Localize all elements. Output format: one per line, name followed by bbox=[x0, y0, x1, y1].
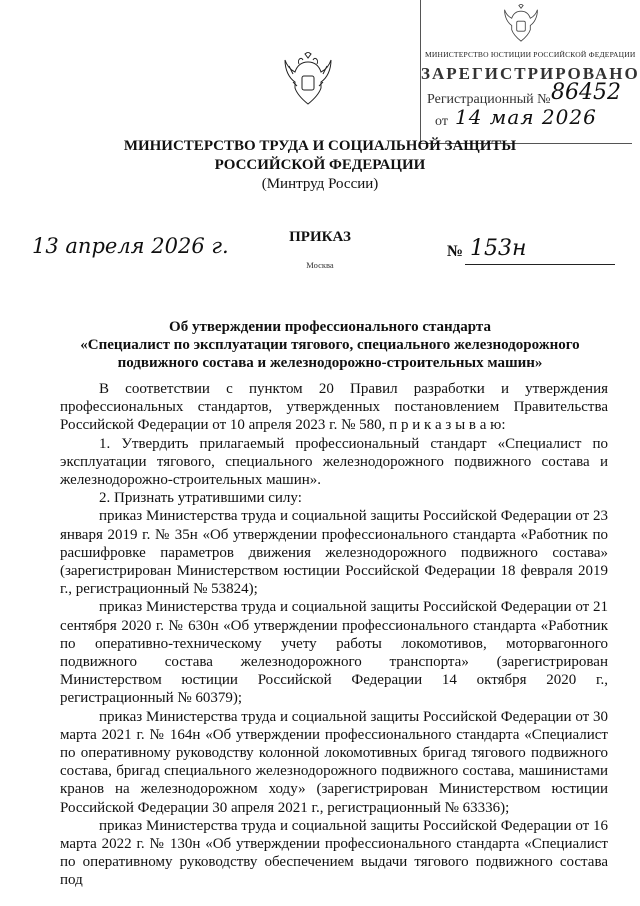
document-body bbox=[60, 380, 608, 890]
body-paragraph: 1. Утвердить прилагаемый профессиональный стандарт «Специалист по эксплуатации тягового, специального железнодорожного подвижного состава и железнодорожно-строительных машин». bbox=[60, 435, 608, 489]
order-title-line3: подвижного состава и железнодорожно-строительных машин» bbox=[117, 355, 543, 371]
order-title-line2: «Специалист по эксплуатации тягового, специального железнодорожного bbox=[80, 337, 580, 353]
number-label: № bbox=[447, 243, 464, 260]
body-paragraph: приказ Министерства труда и социальной защиты Российской Федерации от 16 марта 2022 г. № 130н «Об утверждении профессионального стандарта «Специалист по оперативному руководству обеспечением выдачи тягового подвижного состава под bbox=[60, 817, 608, 889]
body-paragraph: приказ Министерства труда и социальной защиты Российской Федерации от 30 марта 2021 г. № 164н «Об утверждении профессионального стандарта «Специалист по оперативному руководству колонной локомотивных бригад тягового подвижного состава, бригад специального железнодорожного подвижного состава, машинистами кранов на железнодорожном ходу» (зарегистрирован Министерством юстиции Российской Федерации 30 апреля 2021 г., регистрационный № 63336); bbox=[60, 708, 608, 816]
body-paragraph: приказ Министерства труда и социальной защиты Российской Федерации от 23 января 2019 г. № 35н «Об утверждении профессионального стандарта «Работник по расшифровке параметров движения железнодорожного подвижного состава» (зарегистрирован Министерством юстиции Российской Федерации 18 февраля 2019 г., регистрационный № 53824); bbox=[60, 508, 608, 598]
stamp-reg-number-label: Регистрационный № bbox=[427, 92, 551, 107]
stamp-date-prefix: от bbox=[435, 114, 448, 129]
ministry-title-line1: МИНИСТЕРСТВО ТРУДА И СОЦИАЛЬНОЙ ЗАЩИТЫ bbox=[123, 138, 517, 154]
state-emblem-icon bbox=[283, 52, 333, 108]
body-paragraph: В соответствии с пунктом 20 Правил разработки и утверждения профессиональных стандартов, утвержденных постановлением Правительства Российской Федерации от 10 апреля 2023 г. № 580, п р и к а з ы в а ю: bbox=[60, 381, 608, 434]
body-paragraph: приказ Министерства труда и социальной защиты Российской Федерации от 21 сентября 2020 г. № 630н «Об утверждении профессионального стандарта «Работник по оперативно-техническому учету работы локомотивов, моторвагонного подвижного состава железнодорожного транспорта» (зарегистрирован Министерством юстиции Российской Федерации 14 октября 2020 г., регистрационный № 60379); bbox=[60, 599, 608, 707]
city: Москва bbox=[306, 260, 334, 270]
order-title-line1: Об утверждении профессионального стандарта bbox=[169, 319, 491, 335]
ministry-short-name: (Минтруд России) bbox=[261, 176, 379, 192]
stamp-date-value: 14 мая 2026 bbox=[455, 105, 597, 129]
stamp-registered: ЗАРЕГИСТРИРОВАНО bbox=[421, 64, 640, 83]
ministry-title bbox=[0, 137, 640, 175]
stamp-emblem-icon bbox=[503, 4, 539, 44]
body-paragraph: 2. Признать утратившими силу: bbox=[99, 490, 302, 507]
stamp-ministry: МИНИСТЕРСТВО ЮСТИЦИИ РОССИЙСКОЙ ФЕДЕРАЦИИ bbox=[425, 50, 636, 59]
handwritten-number: 153н bbox=[470, 236, 527, 261]
order-title bbox=[60, 318, 600, 372]
document-type: ПРИКАЗ bbox=[289, 229, 351, 245]
registration-stamp bbox=[420, 0, 640, 144]
ministry-title-line2: РОССИЙСКОЙ ФЕДЕРАЦИИ bbox=[214, 157, 426, 173]
handwritten-date: 13 апреля 2026 г. bbox=[32, 234, 229, 258]
number-underline bbox=[465, 264, 615, 265]
stamp-reg-number-value: 86452 bbox=[551, 80, 621, 105]
